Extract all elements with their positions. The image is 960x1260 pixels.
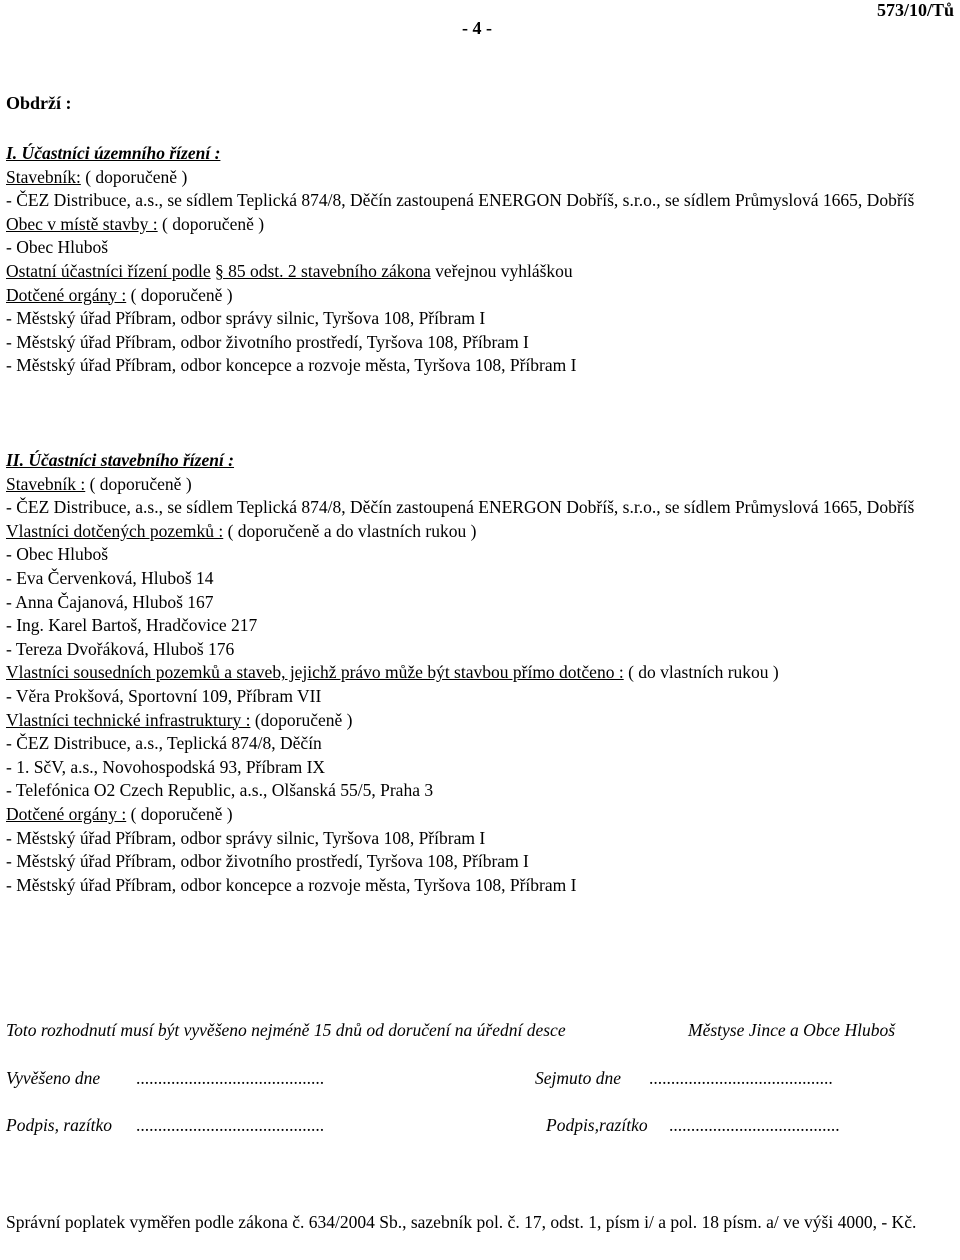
infra-label: Vlastníci technické infrastruktury :	[6, 709, 251, 730]
posted-row	[6, 1068, 951, 1092]
section-building	[6, 449, 951, 897]
owners-label: Vlastníci dotčených pozemků :	[6, 520, 224, 541]
list-item: - Věra Prokšová, Sportovní 109, Příbram VII	[6, 685, 322, 706]
page-number: - 4 -	[462, 18, 492, 38]
other-participants-row	[6, 260, 951, 284]
fee-text: Správní poplatek vyměřen podle zákona č. 634/2004 Sb., sazebník pol. č. 17, odst. 1, písm i/ a pol. 18 písm. a/ ve výši 4000, - Kč.	[6, 1212, 917, 1232]
posted-dots: ...........................................	[136, 1068, 325, 1088]
municipality-entry: - Obec Hluboš	[6, 237, 109, 258]
removed-dots: ..........................................	[649, 1068, 833, 1088]
municipality-note: ( doporučeně )	[162, 213, 265, 234]
list-item: - Městský úřad Příbram, odbor koncepce a rozvoje města, Tyršova 108, Příbram I	[6, 355, 577, 376]
authorities-note: ( doporučeně )	[130, 284, 233, 305]
removed-label: Sejmuto dne	[535, 1068, 622, 1088]
list-item: - Tereza Dvořáková, Hluboš 176	[6, 638, 235, 659]
law-section: § 85 odst. 2 stavebního zákona	[214, 260, 431, 281]
list-item: - 1. SčV, a.s., Novohospodská 93, Příbram IX	[6, 756, 326, 777]
posting-places: Městyse Jince a Obce Hluboš	[688, 1020, 896, 1040]
list-item: - Anna Čajanová, Hluboš 167	[6, 591, 214, 612]
builder-row	[6, 473, 951, 497]
builder-label: Stavebník :	[6, 473, 86, 494]
infra-row	[6, 709, 951, 733]
owners-row	[6, 520, 951, 544]
authorities-row	[6, 284, 951, 308]
authorities-row	[6, 803, 951, 827]
posting-section	[6, 1020, 951, 1044]
sign2-label: Podpis,razítko	[546, 1115, 648, 1135]
list-item: - Městský úřad Příbram, odbor životního prostředí, Tyršova 108, Příbram I	[6, 851, 529, 872]
authorities-label: Dotčené orgány :	[6, 284, 127, 305]
list-item: - Obec Hluboš	[6, 544, 109, 565]
neighbors-note: ( do vlastních rukou )	[628, 662, 779, 683]
list-item: - Městský úřad Příbram, odbor správy silnic, Tyršova 108, Příbram I	[6, 827, 486, 848]
list-item: - Městský úřad Příbram, odbor správy silnic, Tyršova 108, Příbram I	[6, 308, 486, 329]
builder-label: Stavebník:	[6, 166, 81, 187]
builder-note: ( doporučeně )	[89, 473, 192, 494]
posting-notice-row	[6, 1020, 951, 1044]
posted-label: Vyvěšeno dne	[6, 1068, 101, 1088]
public-notice: veřejnou vyhláškou	[435, 260, 573, 281]
builder-entry: - ČEZ Distribuce, a.s., se sídlem Teplická 874/8, Děčín zastoupená ENERGON Dobříš, s.r.o., se sídlem Průmyslová 1665, Dobříš	[6, 497, 915, 518]
reference-number: 573/10/Tů	[876, 0, 954, 20]
builder-note: ( doporučeně )	[85, 166, 188, 187]
list-item: - Eva Červenková, Hluboš 14	[6, 567, 214, 588]
owners-note: ( doporučeně a do vlastních rukou )	[227, 520, 477, 541]
list-item: - Městský úřad Příbram, odbor životního prostředí, Tyršova 108, Příbram I	[6, 331, 529, 352]
posting-notice: Toto rozhodnutí musí být vyvěšeno nejméně 15 dnů od doručení na úřední desce	[6, 1020, 566, 1040]
infra-note: (doporučeně )	[254, 709, 353, 730]
section-heading: II. Účastníci stavebního řízení :	[6, 450, 235, 470]
municipality-label: Obec v místě stavby :	[6, 213, 158, 234]
list-item: - Ing. Karel Bartoš, Hradčovice 217	[6, 615, 258, 636]
list-item: - Telefónica O2 Czech Republic, a.s., Olšanská 55/5, Praha 3	[6, 780, 434, 801]
authorities-note: ( doporučeně )	[130, 803, 233, 824]
section-heading: I. Účastníci územního řízení :	[6, 143, 221, 163]
authorities-label: Dotčené orgány :	[6, 803, 127, 824]
section-territorial	[6, 142, 951, 378]
builder-entry: - ČEZ Distribuce, a.s., se sídlem Teplická 874/8, Děčín zastoupená ENERGON Dobříš, s.r.o., se sídlem Průmyslová 1665, Dobříš	[6, 190, 915, 211]
sign1-dots: ...........................................	[136, 1115, 325, 1135]
signature-row	[6, 1115, 951, 1139]
neighbors-row	[6, 661, 951, 685]
neighbors-label: Vlastníci sousedních pozemků a staveb, jejichž právo může být stavbou přímo dotčeno :	[6, 662, 624, 683]
recipients-title: Obdrží :	[6, 93, 72, 113]
list-item: - ČEZ Distribuce, a.s., Teplická 874/8, Děčín	[6, 733, 322, 754]
sign2-dots: .......................................	[669, 1115, 840, 1135]
other-participants-label: Ostatní účastníci řízení podle	[6, 260, 211, 281]
municipality-row	[6, 213, 951, 237]
list-item: - Městský úřad Příbram, odbor koncepce a rozvoje města, Tyršova 108, Příbram I	[6, 874, 577, 895]
sign1-label: Podpis, razítko	[6, 1115, 112, 1135]
builder-row	[6, 166, 951, 190]
